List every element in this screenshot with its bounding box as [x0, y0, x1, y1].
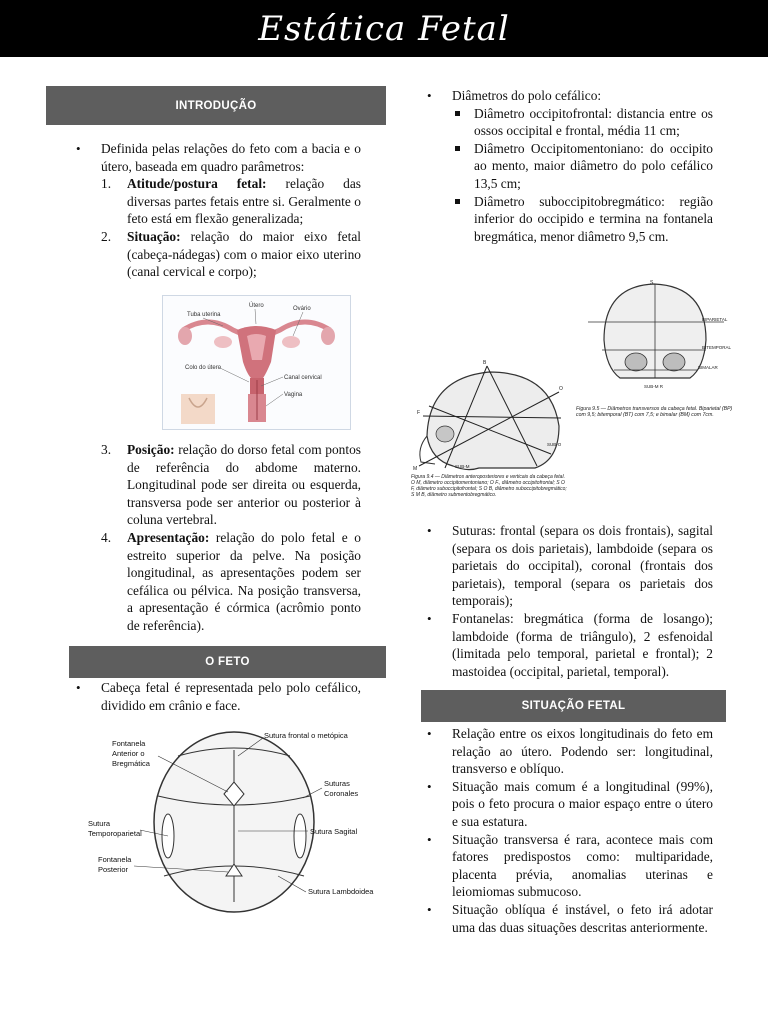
feto-list	[68, 679, 361, 714]
label-bitemporal: BITEMPORAL	[702, 345, 732, 350]
situacao-list	[419, 725, 713, 936]
feto-text	[68, 679, 361, 714]
intro-text-continued	[101, 441, 361, 635]
suturas-list	[419, 522, 713, 680]
item-text: relação das diversas partes fetais entre si. Geralmente o feto está em flexão generalizada;	[127, 176, 361, 227]
skull-side-caption: Figura 9.4 — Diâmetros anteroposteriores e verticais da cabeça fetal. O M, diâmetro occipitomentoniano; O F., diâmetro occipitofrontal; S O F, diâmetro suboccipitofrontal; S O B, diâmetro suboccipitobregmático; S M B, diâmetro submentobregmático.	[411, 474, 567, 498]
label-vagina: Vagina	[284, 392, 303, 398]
label-utero: Útero	[249, 303, 264, 309]
label-ovario: Ovário	[293, 306, 311, 312]
list-item	[419, 778, 713, 831]
list-item	[101, 175, 361, 228]
list-item	[68, 140, 361, 281]
list-item	[68, 679, 361, 714]
section-header-label: O FETO	[205, 656, 250, 668]
skull-side-figure	[409, 356, 569, 512]
skull-front-figure	[574, 278, 738, 436]
label-o: O	[559, 386, 563, 392]
label-fontanela-anterior-2: Anterior o	[112, 749, 145, 758]
label-suturas-coronales-2: Coronales	[324, 789, 359, 798]
item-number: 3.	[101, 442, 112, 457]
list-item	[419, 901, 713, 936]
diametro-suboccipitobregmatico: Diâmetro suboccipitobregmático: região inferior do occipido e termina na fontanela bregmática, menor diâmetro 9,5 cm.	[474, 193, 713, 244]
page-title: Estática Fetal	[258, 8, 510, 49]
diametros-bullet-text: Diâmetros do polo cefálico:	[452, 88, 602, 103]
label-sutura-frontal: Sutura frontal o metópica	[264, 731, 348, 740]
label-sub-m-r: SUB-M R	[644, 384, 663, 389]
feto-bullet-text: Cabeça fetal é representada pelo polo cefálico, dividido em crânio e face.	[101, 680, 361, 713]
diametros-list	[419, 87, 713, 245]
situacao-item: Situação mais comum é a longitudinal (99%), pois o feto procura o maior espaço entre o útero e sua estatura.	[452, 778, 713, 829]
skull-front-illustration	[574, 278, 738, 436]
list-item	[419, 87, 713, 245]
label-f: F	[417, 410, 421, 416]
item-number: 4.	[101, 529, 112, 545]
list-item	[101, 228, 361, 281]
diametro-occipitofrontal: Diâmetro occipitofrontal: distancia entre os ossos occipital e frontal, média 11 cm;	[474, 105, 713, 139]
label-s: S	[650, 280, 654, 286]
situacao-item: Relação entre os eixos longitudinais do feto em relação ao útero. Podendo ser: longitudinal, transverso e oblíquo.	[452, 726, 713, 777]
label-sutura-lambdoidea: Sutura Lambdoidea	[308, 887, 374, 896]
list-item	[452, 105, 713, 140]
situacao-text	[419, 725, 713, 936]
label-fontanela-posterior-2: Posterior	[98, 865, 129, 874]
label-sub-o: SUB-O	[547, 442, 562, 447]
list-item	[419, 522, 713, 610]
list-item	[101, 441, 361, 529]
item-term: Atitude/postura fetal:	[127, 176, 267, 192]
suturas-text	[419, 522, 713, 680]
label-m: M	[413, 466, 418, 472]
label-fontanela-anterior-3: Bregmática	[112, 759, 150, 768]
section-header-introducao	[46, 86, 386, 125]
skull-top-figure	[78, 726, 384, 916]
list-item	[101, 529, 361, 635]
label-sutura-sagital: Sutura Sagital	[310, 827, 358, 836]
item-term: Apresentação:	[127, 529, 210, 545]
label-fontanela-anterior: Fontanela	[112, 739, 146, 748]
item-number: 1.	[101, 176, 112, 192]
item-number: 2.	[101, 228, 112, 244]
fontanelas-item: Fontanelas: bregmática (forma de losango); lambdoide (forma de triângulo), 2 esfenoidal (limitada pelo temporal, parietal e frontal); 2 mastoidea (occipital, parietal, temporal).	[452, 610, 713, 679]
list-item	[452, 140, 713, 193]
situacao-item: Situação transversa é rara, acontece mais com fatores predispostos como: multiparidade, placenta prévia, anomalias uterinas e leiomiomas submucoso.	[452, 831, 713, 900]
label-tuba-uterina: Tuba uterina	[187, 312, 221, 318]
section-header-situacao-fetal	[421, 690, 726, 722]
skull-front-caption: Figura 9.5 — Diâmetros transversos da cabeça fetal. Biparietal (BP) com 9,5; bitemporal (BT) com 7,5; e bimalar (BM) com 7cm.	[576, 406, 733, 419]
label-suturas-coronales: Suturas	[324, 779, 350, 788]
item-term: Situação:	[127, 228, 181, 244]
item-text: relação do polo fetal e o estreito superior da pelve. Na posição longitudinal, as apresentações podem ser cefálica ou pélvica. Na posição transversa, a apresentação é córmica (acrômio ponto de referência).	[127, 529, 361, 633]
item-term: Posição:	[127, 442, 175, 457]
uterus-figure	[162, 295, 351, 430]
list-item	[452, 193, 713, 246]
label-sub-m: SUB-M	[455, 464, 470, 469]
situacao-item: Situação oblíqua é instável, o feto irá adotar uma das duas situações descritas anteriormente.	[452, 901, 713, 935]
label-fontanela-posterior: Fontanela	[98, 855, 132, 864]
intro-bullet-text: Definida pelas relações do feto com a bacia e o útero, baseada em quadro parâmetros:	[101, 141, 361, 174]
intro-text	[68, 140, 361, 281]
section-header-label: SITUAÇÃO FETAL	[521, 700, 626, 712]
list-item	[419, 725, 713, 778]
intro-list	[68, 140, 361, 281]
label-sutura-temporoparietal: Sutura	[88, 819, 111, 828]
item-text: relação do dorso fetal com pontos de referência do abdome materno. Longitudinal pode ser direita ou esquerda, transversa pode ser anterior ou posterior à coluna vertebral.	[127, 442, 361, 528]
suturas-item: Suturas: frontal (separa os dois frontais), sagital (separa os dois parietais), lambdoide (separa os parietais do occipital), coronal (frontais dos parietais), temporal (separa os parietais dos temporais);	[452, 523, 713, 609]
label-biparietal: BIPARIETAL	[702, 317, 728, 322]
list-item	[419, 610, 713, 680]
label-colo-utero: Colo do útero	[185, 365, 222, 371]
label-canal-cervical: Canal cervical	[284, 375, 322, 381]
label-sutura-temporoparietal-2: Temporoparietal	[88, 829, 142, 838]
label-b: B	[483, 360, 487, 366]
diametros-text	[419, 87, 713, 245]
label-bimalar: BIMALAR	[698, 365, 718, 370]
diametro-occipitomentoniano: Diâmetro Occipitomentoniano: do occipito ao mento, maior diâmetro do polo cefálico 13,5 cm;	[474, 140, 713, 191]
uterus-illustration	[163, 296, 350, 429]
section-header-label: INTRODUÇÃO	[175, 99, 257, 112]
title-bar	[0, 0, 768, 57]
list-item	[419, 831, 713, 901]
section-header-o-feto	[69, 646, 386, 678]
skull-top-illustration	[78, 726, 384, 916]
item-text: relação do maior eixo fetal (cabeça-nádegas) com o maior eixo uterino (canal cervical e corpo);	[127, 228, 361, 280]
skull-side-illustration	[409, 356, 569, 512]
